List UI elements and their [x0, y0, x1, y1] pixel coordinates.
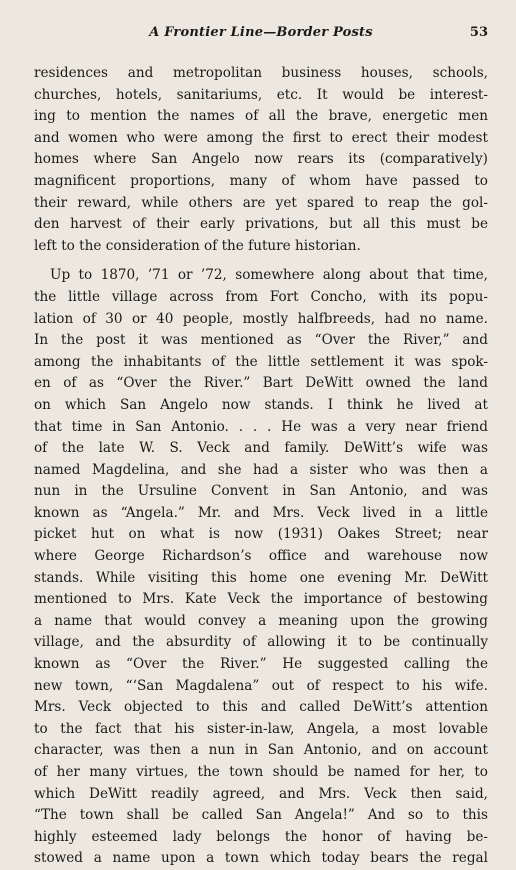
paragraph [34, 63, 488, 257]
text-line: en of as “Over the River.” Bart DeWitt owned the land [34, 375, 488, 392]
paragraph-gap [34, 257, 488, 265]
text-line: homes where San Angelo now rears its (comparatively) [34, 151, 488, 168]
text-line: left to the consideration of the future historian. [34, 237, 361, 254]
text-line: picket hut on what is now (1931) Oakes Street; near [34, 526, 488, 543]
text-line: village, and the absurdity of allowing it to be continually [34, 634, 488, 651]
running-head [34, 24, 488, 46]
text-line: named Magdelina, and she had a sister who was then a [34, 461, 488, 478]
text-line: ing to mention the names of all the brave, energetic men [34, 108, 488, 125]
text-line: highly esteemed lady belongs the honor of having be- [34, 828, 488, 845]
text-line: den harvest of their early privations, but all this must be [34, 216, 488, 233]
text-line: a name that would convey a meaning upon the growing [34, 612, 488, 629]
text-line: their reward, while others are yet spared to reap the gol- [34, 194, 488, 211]
text-line: magnificent proportions, many of whom have passed to [34, 172, 488, 189]
text-line: stands. While visiting this home one evening Mr. DeWitt [34, 569, 488, 586]
page-number: 53 [469, 25, 488, 40]
text-line: of the late W. S. Veck and family. DeWitt’s wife was [34, 440, 488, 457]
text-line: nun in the Ursuline Convent in San Antonio, and was [34, 483, 488, 500]
text-line: known as “Over the River.” He suggested calling the [34, 656, 488, 673]
paragraph [34, 265, 488, 870]
text-line: known as “Angela.” Mr. and Mrs. Veck lived in a little [34, 504, 488, 521]
text-line: mentioned to Mrs. Kate Veck the importance of bestowing [34, 591, 488, 608]
text-line: Up to 1870, ’71 or ’72, somewhere along about that time, [50, 267, 488, 284]
text-line: on which San Angelo now stands. I think he lived at [34, 396, 488, 413]
text-line: character, was then a nun in San Antonio, and on account [34, 742, 488, 759]
text-line: churches, hotels, sanitariums, etc. It would be interest- [34, 86, 488, 103]
text-line: which DeWitt readily agreed, and Mrs. Veck then said, [34, 785, 488, 802]
text-line: among the inhabitants of the little settlement it was spok- [34, 353, 488, 370]
running-title: A Frontier Line—Border Posts [149, 25, 373, 40]
text-line: where George Richardson’s office and warehouse now [34, 548, 488, 565]
text-line: In the post it was mentioned as “Over the River,” and [34, 332, 488, 349]
text-line: and women who were among the first to erect their modest [34, 129, 488, 146]
text-line: “The town shall be called San Angela!” And so to this [34, 807, 488, 824]
text-line: the little village across from Fort Concho, with its popu- [34, 288, 488, 305]
body-text [34, 63, 488, 870]
text-line: residences and metropolitan business houses, schools, [34, 65, 488, 81]
text-line: stowed a name upon a town which today bears the regal [34, 850, 488, 867]
text-line: that time in San Antonio. . . . He was a very near friend [34, 418, 488, 435]
text-line: new town, “‘San Magdalena” out of respect to his wife. [34, 677, 488, 694]
text-line: lation of 30 or 40 people, mostly halfbreeds, had no name. [34, 310, 488, 327]
text-line: of her many virtues, the town should be named for her, to [34, 764, 488, 780]
text-line: to the fact that his sister-in-law, Angela, a most lovable [34, 720, 488, 737]
text-line: Mrs. Veck objected to this and called DeWitt’s attention [34, 699, 488, 716]
